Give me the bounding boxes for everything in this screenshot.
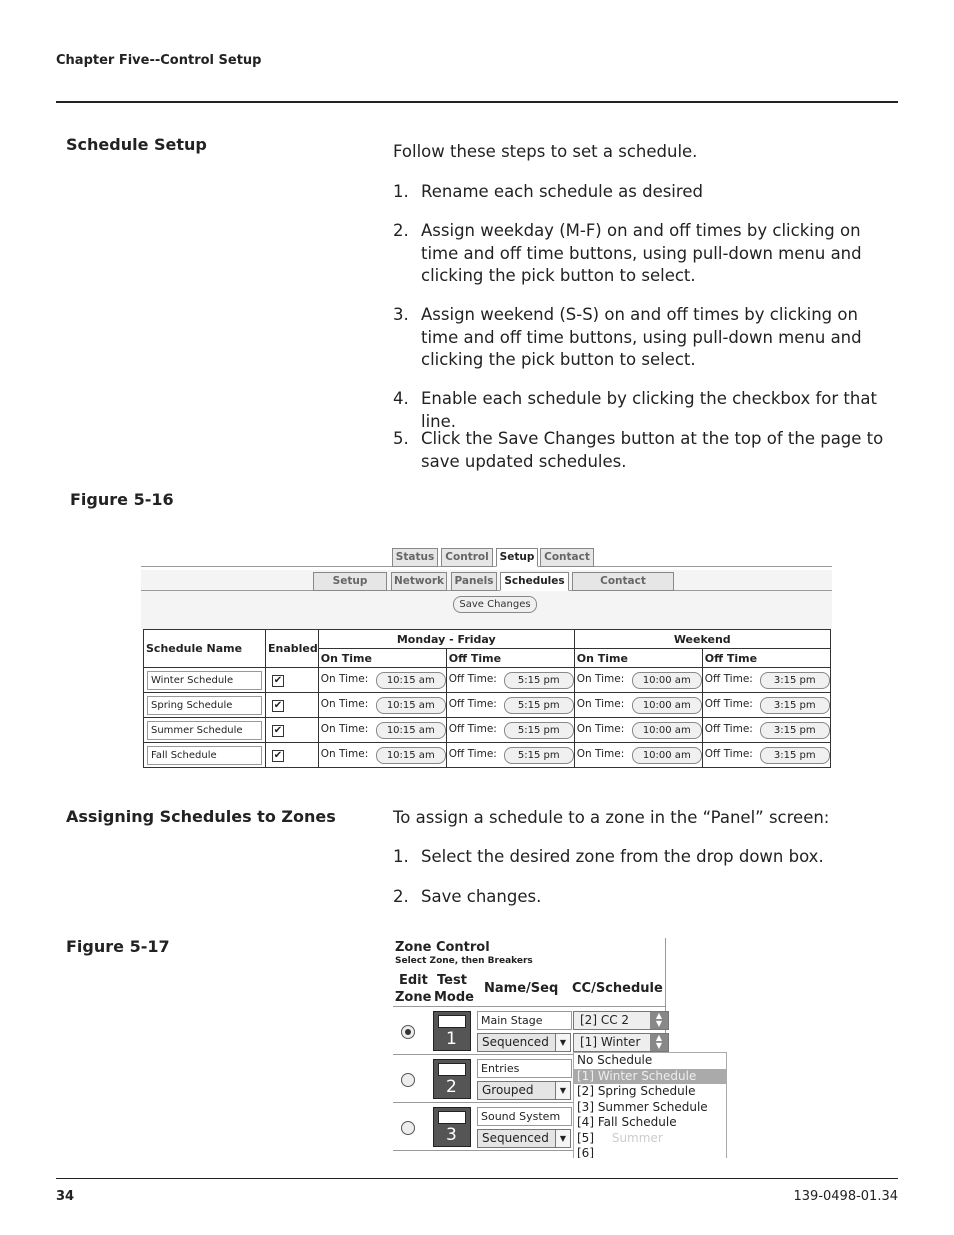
step-number: 2. xyxy=(393,887,409,906)
tab-panels[interactable]: Panels xyxy=(451,572,497,591)
section2-intro: To assign a schedule to a zone in the “Panel” screen: xyxy=(393,808,830,827)
enabled-checkbox[interactable]: ✔ xyxy=(273,749,283,761)
schedule-name-input[interactable]: Fall Schedule xyxy=(147,746,262,765)
stepper-icon: ▲ ▼ xyxy=(650,1012,668,1029)
wd-on-time-button[interactable]: 10:15 am xyxy=(376,747,446,764)
tab-contact-closures[interactable]: Contact xyxy=(572,572,674,591)
we-on-time-button[interactable]: 10:00 am xyxy=(632,672,702,689)
table-row xyxy=(144,693,831,718)
step-4 xyxy=(393,388,898,433)
zone-1-radio[interactable] xyxy=(401,1025,415,1039)
zone-control-subtitle: Select Zone, then Breakers xyxy=(395,956,533,966)
dropdown-option[interactable]: [6] xyxy=(577,1146,594,1158)
on-time-label: On Time: xyxy=(576,698,625,710)
schedules-screenshot xyxy=(141,546,832,765)
zone-3-name-input[interactable]: Sound System xyxy=(477,1107,572,1126)
on-time-label: On Time: xyxy=(576,723,625,735)
zone-2-test-button[interactable] xyxy=(433,1059,471,1099)
off-time-label: Off Time: xyxy=(448,748,497,760)
tab-contact[interactable]: Contact xyxy=(540,548,594,567)
dropdown-option-selected[interactable]: [1] Winter Schedule xyxy=(574,1069,726,1085)
off-time-label: Off Time: xyxy=(448,723,497,735)
off-time-label: Off Time: xyxy=(704,723,753,735)
zone-control-title: Zone Control xyxy=(395,940,490,955)
wd-off-time-button[interactable]: 5:15 pm xyxy=(504,672,574,689)
step-text: Rename each schedule as desired xyxy=(421,182,703,201)
zone-schedule-value: [1] Winter xyxy=(580,1035,641,1049)
step-2 xyxy=(393,886,898,909)
step-1 xyxy=(393,846,898,869)
col-weekend: Weekend xyxy=(574,630,830,649)
zone-3-seq-select[interactable] xyxy=(477,1129,571,1148)
schedule-name-input[interactable]: Summer Schedule xyxy=(147,721,262,740)
dropdown-option[interactable]: No Schedule xyxy=(577,1053,653,1067)
col-edit: Edit xyxy=(399,973,428,988)
section-heading-schedule-setup: Schedule Setup xyxy=(66,135,207,154)
chevron-down-icon: ▼ xyxy=(555,1082,570,1099)
off-time-label: Off Time: xyxy=(704,673,753,685)
off-time-label: Off Time: xyxy=(448,673,497,685)
zone-number: 1 xyxy=(446,1029,457,1049)
zone-3-radio[interactable] xyxy=(401,1121,415,1135)
footer-rule xyxy=(56,1178,898,1179)
off-time-label: Off Time: xyxy=(704,748,753,760)
enabled-checkbox[interactable]: ✔ xyxy=(273,724,283,736)
col-zone: Zone xyxy=(395,990,432,1005)
zone-1-schedule-select[interactable] xyxy=(573,1033,669,1052)
col-wd-off: Off Time xyxy=(446,649,574,668)
zone-indicator xyxy=(438,1015,466,1028)
table-row xyxy=(144,743,831,768)
table-row xyxy=(144,718,831,743)
we-off-time-button[interactable]: 3:15 pm xyxy=(760,697,830,714)
zone-1-seq-select[interactable] xyxy=(477,1033,571,1052)
tab-schedules[interactable]: Schedules xyxy=(500,572,569,591)
enabled-checkbox[interactable]: ✔ xyxy=(273,699,283,711)
we-off-time-button[interactable]: 3:15 pm xyxy=(760,722,830,739)
we-on-time-button[interactable]: 10:00 am xyxy=(632,697,702,714)
dropdown-option[interactable]: [2] Spring Schedule xyxy=(577,1084,696,1098)
section-heading-assigning-schedules: Assigning Schedules to Zones xyxy=(66,807,336,826)
col-mode: Mode xyxy=(434,990,474,1005)
zone-seq-value: Sequenced xyxy=(482,1131,549,1145)
step-number: 5. xyxy=(393,429,409,448)
dropdown-option[interactable]: [4] Fall Schedule xyxy=(577,1115,677,1129)
enabled-checkbox[interactable]: ✔ xyxy=(273,674,283,686)
tab-setup-home[interactable]: Setup xyxy=(313,572,387,591)
schedule-dropdown-menu xyxy=(573,1052,727,1158)
schedule-name-input[interactable]: Spring Schedule xyxy=(147,696,262,715)
figure-label-5-16: Figure 5-16 xyxy=(70,490,174,509)
tab-status[interactable]: Status xyxy=(392,548,438,567)
zone-2-name-input[interactable]: Entries xyxy=(477,1059,572,1078)
zone-1-name-input[interactable]: Main Stage xyxy=(477,1011,572,1030)
schedule-name-input[interactable]: Winter Schedule xyxy=(147,671,262,690)
we-on-time-button[interactable]: 10:00 am xyxy=(632,722,702,739)
zone-1-cc-select[interactable] xyxy=(573,1011,669,1030)
figure-label-5-17: Figure 5-17 xyxy=(66,937,170,956)
zone-row-1 xyxy=(393,1006,666,1055)
step-number: 2. xyxy=(393,221,409,240)
step-number: 1. xyxy=(393,182,409,201)
col-name-seq: Name/Seq xyxy=(484,981,559,996)
zone-1-test-button[interactable] xyxy=(433,1011,471,1051)
on-time-label: On Time: xyxy=(576,673,625,685)
col-wd-on: On Time xyxy=(318,649,446,668)
zone-seq-value: Grouped xyxy=(482,1083,534,1097)
step-number: 4. xyxy=(393,389,409,408)
wd-off-time-button[interactable]: 5:15 pm xyxy=(504,722,574,739)
on-time-label: On Time: xyxy=(320,673,369,685)
dropdown-option-label: [5] xyxy=(577,1130,594,1145)
zone-number: 2 xyxy=(446,1077,457,1097)
col-cc-schedule: CC/Schedule xyxy=(572,981,663,996)
zone-number: 3 xyxy=(446,1125,457,1145)
step-text: Assign weekday (M-F) on and off times by clicking on time and off time buttons, using pull-down menu and clicking the pick button to select. xyxy=(421,221,862,285)
col-weekday: Monday - Friday xyxy=(318,630,574,649)
section-intro: Follow these steps to set a schedule. xyxy=(393,142,698,161)
zone-control-screenshot xyxy=(393,938,729,1158)
we-off-time-button[interactable]: 3:15 pm xyxy=(760,747,830,764)
save-changes-button[interactable]: Save Changes xyxy=(453,596,537,613)
tab-control[interactable]: Control xyxy=(441,548,493,567)
chapter-title: Chapter Five--Control Setup xyxy=(56,53,262,68)
step-3 xyxy=(393,304,898,372)
document-id: 139-0498-01.34 xyxy=(793,1189,898,1204)
chevron-down-icon: ▼ xyxy=(555,1130,570,1147)
zone-indicator xyxy=(438,1111,466,1124)
col-schedule-name: Schedule Name xyxy=(144,630,266,668)
step-number: 1. xyxy=(393,847,409,866)
on-time-label: On Time: xyxy=(576,748,625,760)
step-number: 3. xyxy=(393,305,409,324)
on-time-label: On Time: xyxy=(320,748,369,760)
schedule-table xyxy=(143,629,831,768)
step-2 xyxy=(393,220,898,288)
we-on-time-button[interactable]: 10:00 am xyxy=(632,747,702,764)
page-number: 34 xyxy=(56,1189,75,1204)
col-enabled: Enabled xyxy=(266,630,319,668)
on-time-label: On Time: xyxy=(320,698,369,710)
step-text: Select the desired zone from the drop down box. xyxy=(421,847,824,866)
zone-2-radio[interactable] xyxy=(401,1073,415,1087)
wd-on-time-button[interactable]: 10:15 am xyxy=(376,722,446,739)
step-text: Enable each schedule by clicking the checkbox for that line. xyxy=(421,389,877,431)
header-rule xyxy=(56,101,898,103)
we-off-time-button[interactable]: 3:15 pm xyxy=(760,672,830,689)
table-row xyxy=(144,668,831,693)
col-we-off: Off Time xyxy=(702,649,830,668)
dropdown-option[interactable] xyxy=(574,1131,726,1147)
col-test: Test xyxy=(437,973,467,988)
off-time-label: Off Time: xyxy=(704,698,753,710)
col-we-on: On Time xyxy=(574,649,702,668)
on-time-label: On Time: xyxy=(320,723,369,735)
step-text: Click the Save Changes button at the top of the page to save updated schedules. xyxy=(421,429,884,471)
step-5 xyxy=(393,428,898,473)
step-1 xyxy=(393,181,898,204)
zone-seq-value: Sequenced xyxy=(482,1035,549,1049)
wd-off-time-button[interactable]: 5:15 pm xyxy=(504,747,574,764)
wd-on-time-button[interactable]: 10:15 am xyxy=(376,697,446,714)
zone-2-seq-select[interactable] xyxy=(477,1081,571,1100)
off-time-label: Off Time: xyxy=(448,698,497,710)
tab-setup[interactable]: Setup xyxy=(496,548,538,567)
wd-off-time-button[interactable]: 5:15 pm xyxy=(504,697,574,714)
dropdown-option[interactable]: [3] Summer Schedule xyxy=(577,1099,708,1114)
wd-on-time-button[interactable]: 10:15 am xyxy=(376,672,446,689)
step-text: Save changes. xyxy=(421,887,542,906)
zone-indicator xyxy=(438,1063,466,1076)
step-text: Assign weekend (S-S) on and off times by clicking on time and off time buttons, using pull-down menu and clicking the pick button to select. xyxy=(421,305,862,369)
tab-network[interactable]: Network xyxy=(391,572,447,591)
stepper-icon: ▲ ▼ xyxy=(650,1034,668,1051)
ghost-text: Summer xyxy=(611,1130,663,1145)
chevron-down-icon: ▼ xyxy=(555,1034,570,1051)
zone-3-test-button[interactable] xyxy=(433,1107,471,1147)
zone-cc-value: [2] CC 2 xyxy=(580,1013,630,1027)
